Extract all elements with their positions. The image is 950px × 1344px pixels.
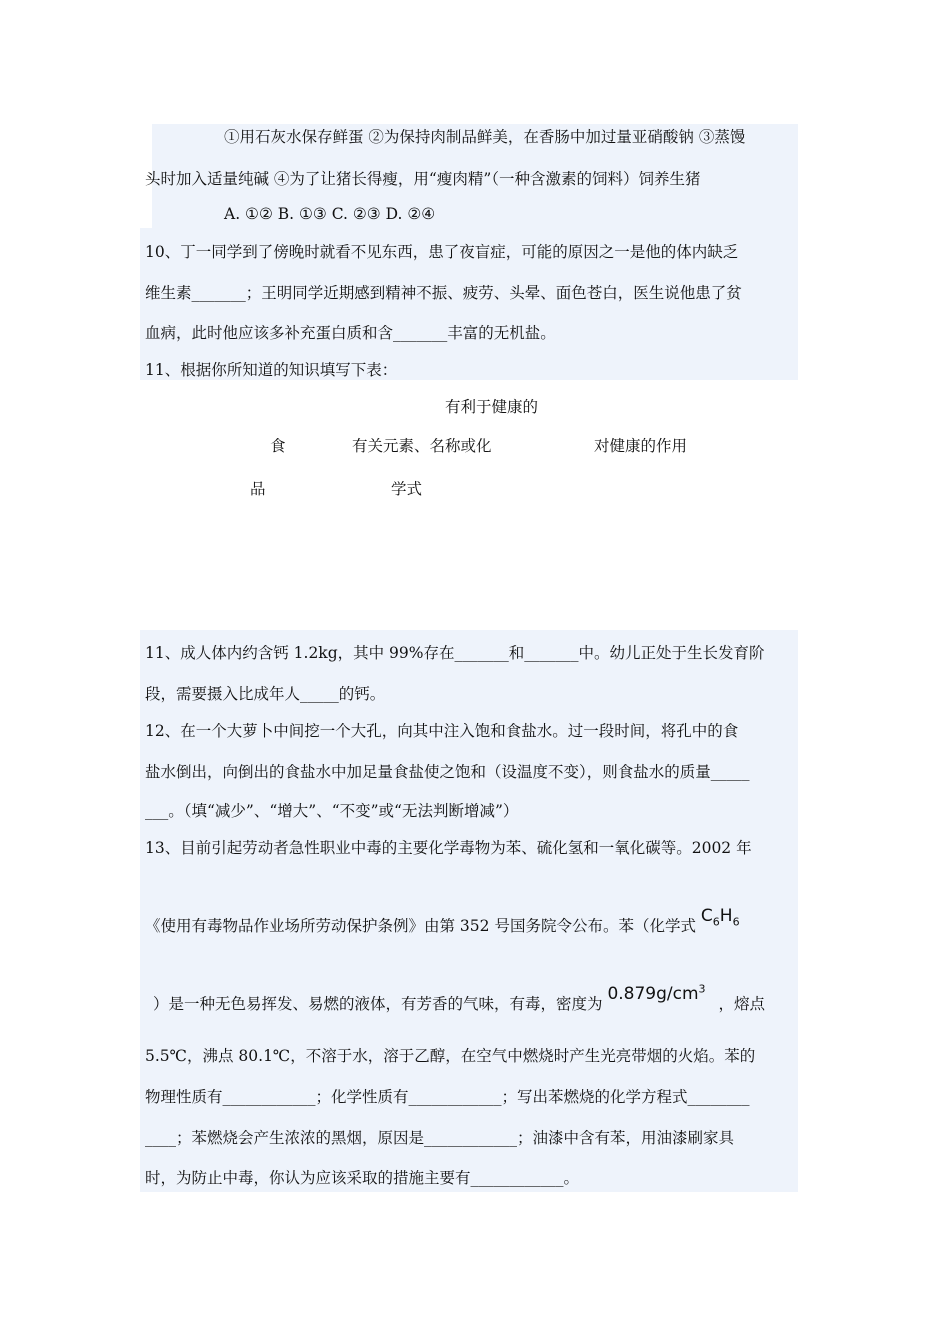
q13-line-3-text-b: ，熔点 <box>718 994 765 1013</box>
table-header-food-b: 品 <box>250 480 266 498</box>
density-exponent: 3 <box>698 982 706 995</box>
table-header-food-a: 食 <box>270 437 286 455</box>
q11-intro: 11、根据你所知道的知识填写下表： <box>145 361 398 379</box>
benzene-formula <box>700 906 740 929</box>
q10-line-1: 10、丁一同学到了傍晚时就看不见东西，患了夜盲症，可能的原因之一是他的体内缺乏 <box>145 243 739 261</box>
table-header-effect: 对健康的作用 <box>594 437 688 455</box>
q13-line-5: 物理性质有____________；化学性质有____________；写出苯燃烧的化学方程式________ <box>145 1088 750 1106</box>
table-header-elements-b: 学式 <box>391 480 423 498</box>
q9-stem-line-1: ①用石灰水保存鲜蛋 ②为保持肉制品鲜美，在香肠中加过量亚硝酸钠 ③蒸馒 <box>224 128 746 146</box>
formula-hydrogen-subscript: 6 <box>732 915 740 929</box>
q13-line-2-text: 《使用有毒物品作业场所劳动保护条例》由第 352 号国务院令公布。苯（化学式 <box>145 917 696 935</box>
q11-calcium-line-1: 11、成人体内约含钙 1.2kg，其中 99%存在_______和_______中。幼儿正处于生长发育阶 <box>145 644 765 662</box>
q13-line-3 <box>145 982 765 1014</box>
q9-options: A. ①② B. ①③ C. ②③ D. ②④ <box>224 205 436 223</box>
q11-calcium-line-2: 段，需要摄入比成年人_____的钙。 <box>145 685 386 703</box>
q10-line-2: 维生素_______；王明同学近期感到精神不振、疲劳、头晕、面色苍白，医生说他患了贫 <box>145 284 742 302</box>
formula-carbon-subscript: 6 <box>712 915 720 929</box>
q12-line-1: 12、在一个大萝卜中间挖一个大孔，向其中注入饱和食盐水。过一段时间，将孔中的食 <box>145 722 739 740</box>
q12-line-2: 盐水倒出，向倒出的食盐水中加足量食盐使之饱和（设温度不变），则食盐水的质量_____ <box>145 763 750 781</box>
q10-line-3: 血病，此时他应该多补充蛋白质和含_______丰富的无机盐。 <box>145 324 556 342</box>
q13-line-6: ____；苯燃烧会产生浓浓的黑烟，原因是____________；油漆中含有苯，用油漆刷家具 <box>145 1129 735 1147</box>
highlight-band-q11-q13 <box>140 630 798 1192</box>
q12-line-3: ___。（填“减少”、“增大”、“不变”或“无法判断增减”） <box>145 802 519 820</box>
q13-line-4: 5.5℃，沸点 80.1℃，不溶于水，溶于乙醇，在空气中燃烧时产生光亮带烟的火焰。苯的 <box>145 1047 756 1065</box>
q13-line-2 <box>145 906 740 942</box>
formula-hydrogen: H <box>719 906 733 926</box>
density-number: 0.879g/cm <box>607 983 699 1004</box>
table-title: 有利于健康的 <box>445 398 539 416</box>
q9-stem-line-2: 头时加入适量纯碱 ④为了让猪长得瘦，用“瘦肉精”（一种含激素的饲料）饲养生猪 <box>145 170 701 188</box>
formula-carbon: C <box>700 906 713 926</box>
q13-line-7: 时，为防止中毒，你认为应该采取的措施主要有____________。 <box>145 1169 580 1187</box>
table-header-elements-a: 有关元素、名称或化 <box>352 437 492 455</box>
q13-line-1: 13、目前引起劳动者急性职业中毒的主要化学毒物为苯、硫化氢和一氧化碳等。2002 年 <box>145 839 752 857</box>
density-value <box>607 984 705 1004</box>
q13-line-3-text-a: ）是一种无色易挥发、易燃的液体，有芳香的气味，有毒，密度为 <box>153 994 603 1013</box>
